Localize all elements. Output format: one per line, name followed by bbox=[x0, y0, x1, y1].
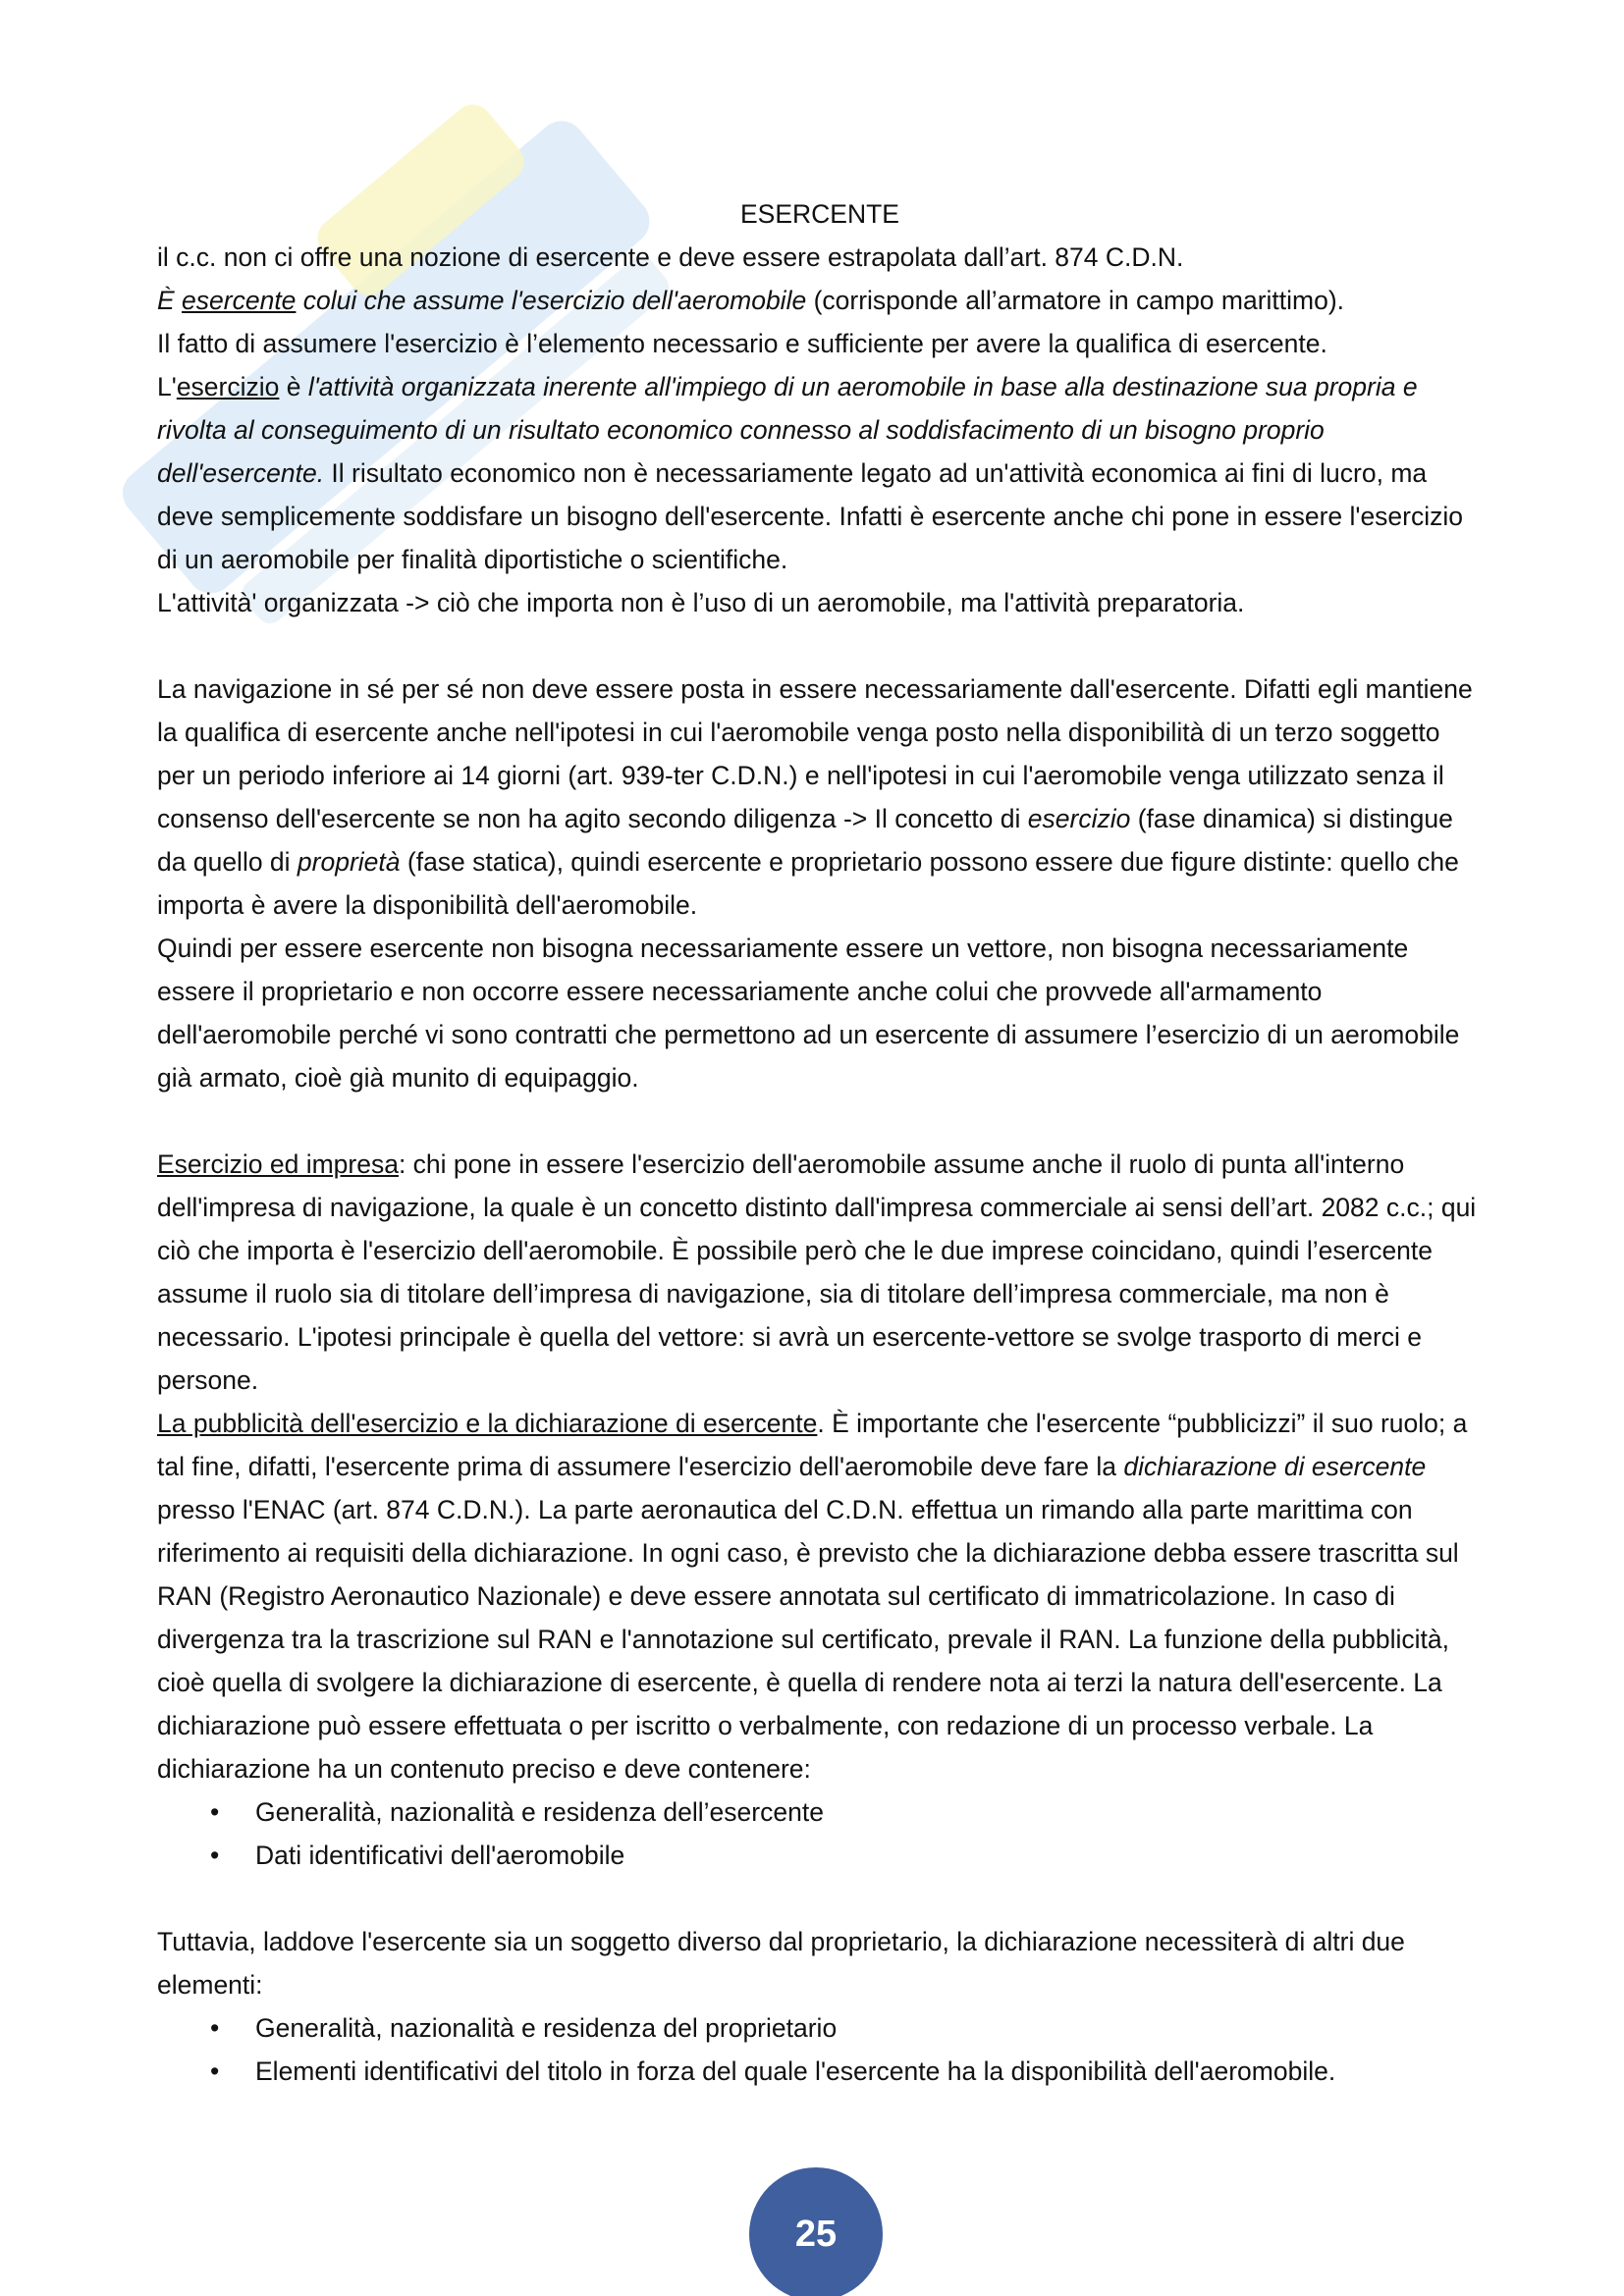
paragraph-definition-esercente bbox=[157, 279, 1483, 322]
term-esercente: esercente bbox=[182, 286, 297, 315]
bullet-icon: • bbox=[210, 1797, 220, 1827]
list-item bbox=[157, 2050, 1483, 2093]
list-item-text: Dati identificativi dell'aeromobile bbox=[255, 1841, 625, 1870]
text-segment: La navigazione in sé per sé non deve essere posta in essere necessariamente dall'esercente. Difatti egli mantiene la qualifica di esercente anche nell'ipotesi in cui l'aeromobile venga posto nella disponibilità di un terzo soggetto per un periodo inferiore ai 14 giorni (art. 939-ter C.D.N.) e nell'ipotesi in cui l'aeromobile venga utilizzato senza il consenso dell'esercente se non ha agito secondo diligenza -> Il concetto di bbox=[157, 674, 1473, 833]
bullet-icon: • bbox=[210, 1841, 220, 1870]
bullet-list-contenuto bbox=[157, 1790, 1483, 1877]
definition-esercizio-text: l'attività organizzata inerente all'impiego di un aeromobile in base alla destinazione sua propria e rivolta al conseguimento di un risultato economico connesso al soddisfacimento di un bisogno proprio dell'esercente. bbox=[157, 372, 1418, 488]
definition-note: (corrisponde all’armatore in campo marittimo). bbox=[806, 286, 1345, 315]
bullet-list-elementi bbox=[157, 2006, 1483, 2093]
text-segment: : chi pone in essere l'esercizio dell'aeromobile assume anche il ruolo di punta all'interno dell'impresa di navigazione, la quale è un concetto distinto dall'impresa commerciale ai sensi dell’art. 2082 c.c.; qui ciò che importa è l'esercizio dell'aeromobile. È possibile però che le due imprese coincidano, quindi l’esercente assume il ruolo sia di titolare dell’impresa di navigazione, sia di titolare dell’impresa commerciale, ma non è necessario. L'ipotesi principale è quella del vettore: si avrà un esercente-vettore se svolge trasporto di merci e persone. bbox=[157, 1149, 1477, 1395]
bullet-icon: • bbox=[210, 2013, 220, 2043]
text-segment: . È importante che l'esercente “pubblicizzi” il suo ruolo; a tal fine, difatti, l'esercente prima di assumere l'esercizio dell'aeromobile deve fare la bbox=[157, 1409, 1468, 1481]
list-item bbox=[157, 1834, 1483, 1877]
document-body bbox=[157, 192, 1483, 2093]
page-number-badge: 25 bbox=[749, 2167, 883, 2296]
text-segment: (fase dinamica) si distingue da quello di bbox=[157, 804, 1453, 877]
paragraph-navigazione bbox=[157, 667, 1483, 927]
bullet-icon: • bbox=[210, 2056, 220, 2086]
blank-line bbox=[157, 624, 1483, 667]
list-item bbox=[157, 2006, 1483, 2050]
text-segment: presso l'ENAC (art. 874 C.D.N.). La parte aeronautica del C.D.N. effettua un rimando alla parte marittima con riferimento ai requisiti della dichiarazione. In ogni caso, è previsto che la dichiarazione debba essere trascritta sul RAN (Registro Aeronautico Nazionale) e deve essere annotata sul certificato di immatricolazione. In caso di divergenza tra la trascrizione sul RAN e l'annotazione sul certificato, prevale il RAN. La funzione della pubblicità, cioè quella di svolgere la dichiarazione di esercente, è quella di rendere nota ai terzi la natura dell'esercente. La dichiarazione può essere effettuata o per iscritto o verbalmente, con redazione di un processo verbale. La dichiarazione ha un contenuto preciso e deve contenere: bbox=[157, 1495, 1459, 1784]
paragraph-pubblicita bbox=[157, 1402, 1483, 1790]
list-item-text: Elementi identificativi del titolo in forza del quale l'esercente ha la disponibilità dell'aeromobile. bbox=[255, 2056, 1336, 2086]
definition-text: colui che assume l'esercizio dell'aeromobile bbox=[296, 286, 807, 315]
blank-line bbox=[157, 1877, 1483, 1920]
paragraph-intro: il c.c. non ci offre una nozione di esercente e deve essere estrapolata dall’art. 874 C.D.N. bbox=[157, 242, 1184, 272]
section-title: ESERCENTE bbox=[740, 199, 899, 229]
text-segment: Il risultato economico non è necessariamente legato ad un'attività economica ai fini di lucro, ma deve semplicemente soddisfare un bisogno dell'esercente. Infatti è esercente anche chi pone in essere l'esercizio di un aeromobile per finalità diportistiche o scientifiche. bbox=[157, 458, 1464, 574]
list-item-text: Generalità, nazionalità e residenza del proprietario bbox=[255, 2013, 838, 2043]
heading-pubblicita: La pubblicità dell'esercizio e la dichiarazione di esercente bbox=[157, 1409, 818, 1438]
blank-line bbox=[157, 1099, 1483, 1143]
list-item bbox=[157, 1790, 1483, 1834]
text-segment: L' bbox=[157, 372, 177, 401]
term-proprieta-italic: proprietà bbox=[297, 847, 401, 877]
paragraph-quindi: Quindi per essere esercente non bisogna necessariamente essere un vettore, non bisogna necessariamente essere il proprietario e non occorre essere necessariamente anche colui che provvede all'armamento dell'aeromobile perché vi sono contratti che permettono ad un esercente di assumere l’esercizio di un aeromobile già armato, cioè già munito di equipaggio. bbox=[157, 934, 1460, 1093]
heading-esercizio-impresa: Esercizio ed impresa bbox=[157, 1149, 399, 1179]
paragraph-definition-esercizio bbox=[157, 365, 1483, 581]
paragraph-attivita-organizzata: L'attività' organizzata -> ciò che importa non è l’uso di un aeromobile, ma l'attività preparatoria. bbox=[157, 588, 1245, 617]
term-esercizio-italic: esercizio bbox=[1027, 804, 1131, 833]
term-esercizio: esercizio bbox=[176, 372, 280, 401]
definition-lead: È bbox=[157, 286, 183, 315]
text-segment: (fase statica), quindi esercente e proprietario possono essere due figure distinte: quello che importa è avere la disponibilità dell'aeromobile. bbox=[157, 847, 1459, 920]
paragraph-tuttavia: Tuttavia, laddove l'esercente sia un soggetto diverso dal proprietario, la dichiarazione necessiterà di altri due elementi: bbox=[157, 1927, 1405, 2000]
text-segment: è bbox=[279, 372, 308, 401]
paragraph-esercizio-impresa bbox=[157, 1143, 1483, 1402]
term-dichiarazione-italic: dichiarazione di esercente bbox=[1123, 1452, 1427, 1481]
paragraph-qualifica: Il fatto di assumere l'esercizio è l’elemento necessario e sufficiente per avere la qualifica di esercente. bbox=[157, 329, 1327, 358]
list-item-text: Generalità, nazionalità e residenza dell’esercente bbox=[255, 1797, 824, 1827]
